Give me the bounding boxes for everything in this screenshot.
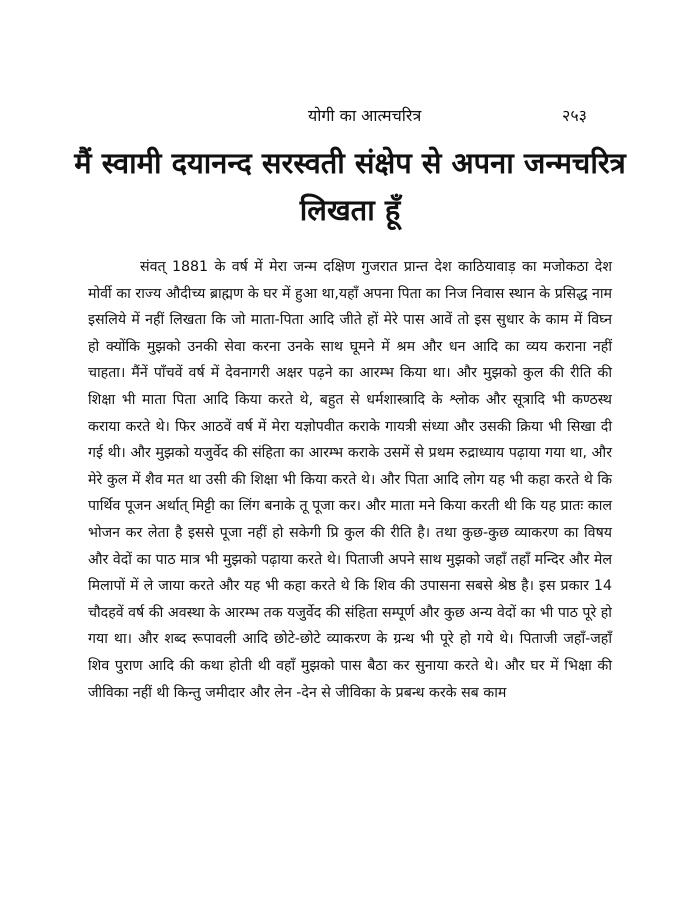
- running-title: योगी का आत्मचरित्र: [308, 106, 422, 125]
- body-paragraph: संवत् 1881 के वर्ष में मेरा जन्म दक्षिण गुजरात प्रान्त देश काठियावाड़ का मजोकठा देश मोर्वी का राज्य औदीच्य ब्राह्मण के घर में हुआ था,यहाँ अपना पिता का निज निवास स्थान के प्रसिद्ध नाम इसलिये में नहीं लिखता कि जो माता-पिता आदि जीते हों मेरे पास आवें तो इस सुधार के काम में विघ्न हो क्योंकि मुझको उनकी सेवा करना उनके साथ घूमने में श्रम और धन आदि का व्यय कराना नहीं चाहता। मैंनें पाँचवें वर्ष में देवनागरी अक्षर पढ़ने का आरम्भ किया था। और मुझको कुल की रीति की शिक्षा भी माता पिता आदि किया करते थे, बहुत से धर्मशास्त्रादि के श्लोक और सूत्रादि भी कण्ठस्थ कराया करते थे। फिर आठवें वर्ष में मेरा यज्ञोपवीत कराके गायत्री संध्या और उसकी क्रिया भी सिखा दी गई थी। और मुझको यजुर्वेद की संहिता का आरम्भ कराके उसमें से प्रथम रुद्राध्याय पढ़ाया गया था, और मेरे कुल में शैव मत था उसी की शिक्षा भी किया करते थे। और पिता आदि लोग यह भी कहा करते थे कि पार्थिव पूजन अर्थात् मिट्टी का लिंग बनाके तू पूजा कर। और माता मने किया करती थी कि यह प्रातः काल भोजन कर लेता है इससे पूजा नहीं हो सकेगी प्रि कुल की रीति है। तथा कुछ-कुछ व्याकरण का विषय और वेदों का पाठ मात्र भी मुझको पढ़ाया करते थे। पिताजी अपने साथ मुझको जहाँ तहाँ मन्दिर और मेल मिलापों में ले जाया करते और यह भी कहा करते थे कि शिव की उपासना सबसे श्रेष्ठ है। इस प्रकार 14 चौदहवें वर्ष की अवस्था के आरम्भ तक यजुर्वेद की संहिता सम्पूर्ण और कुछ अन्य वेदों का भी पाठ पूरे हो गया था। और शब्द रूपावली आदि छोटे-छोटे व्याकरण के ग्रन्थ भी पूरे हो गये थे। पिताजी जहाँ-जहाँ शिव पुराण आदि की कथा होती थी वहाँ मुझको पास बैठा कर सुनाया करते थे। और घर में भिक्षा की जीविका नहीं थी किन्तु जमीदार और लेन -देन से जीविका के प्रबन्ध करके सब काम: [88, 259, 612, 701]
- chapter-title: मैं स्वामी दयानन्द सरस्वती संक्षेप से अपना जन्मचरित्र लिखता हूँ: [74, 146, 626, 227]
- page-number: २५३: [562, 106, 587, 125]
- running-header: [0, 103, 700, 129]
